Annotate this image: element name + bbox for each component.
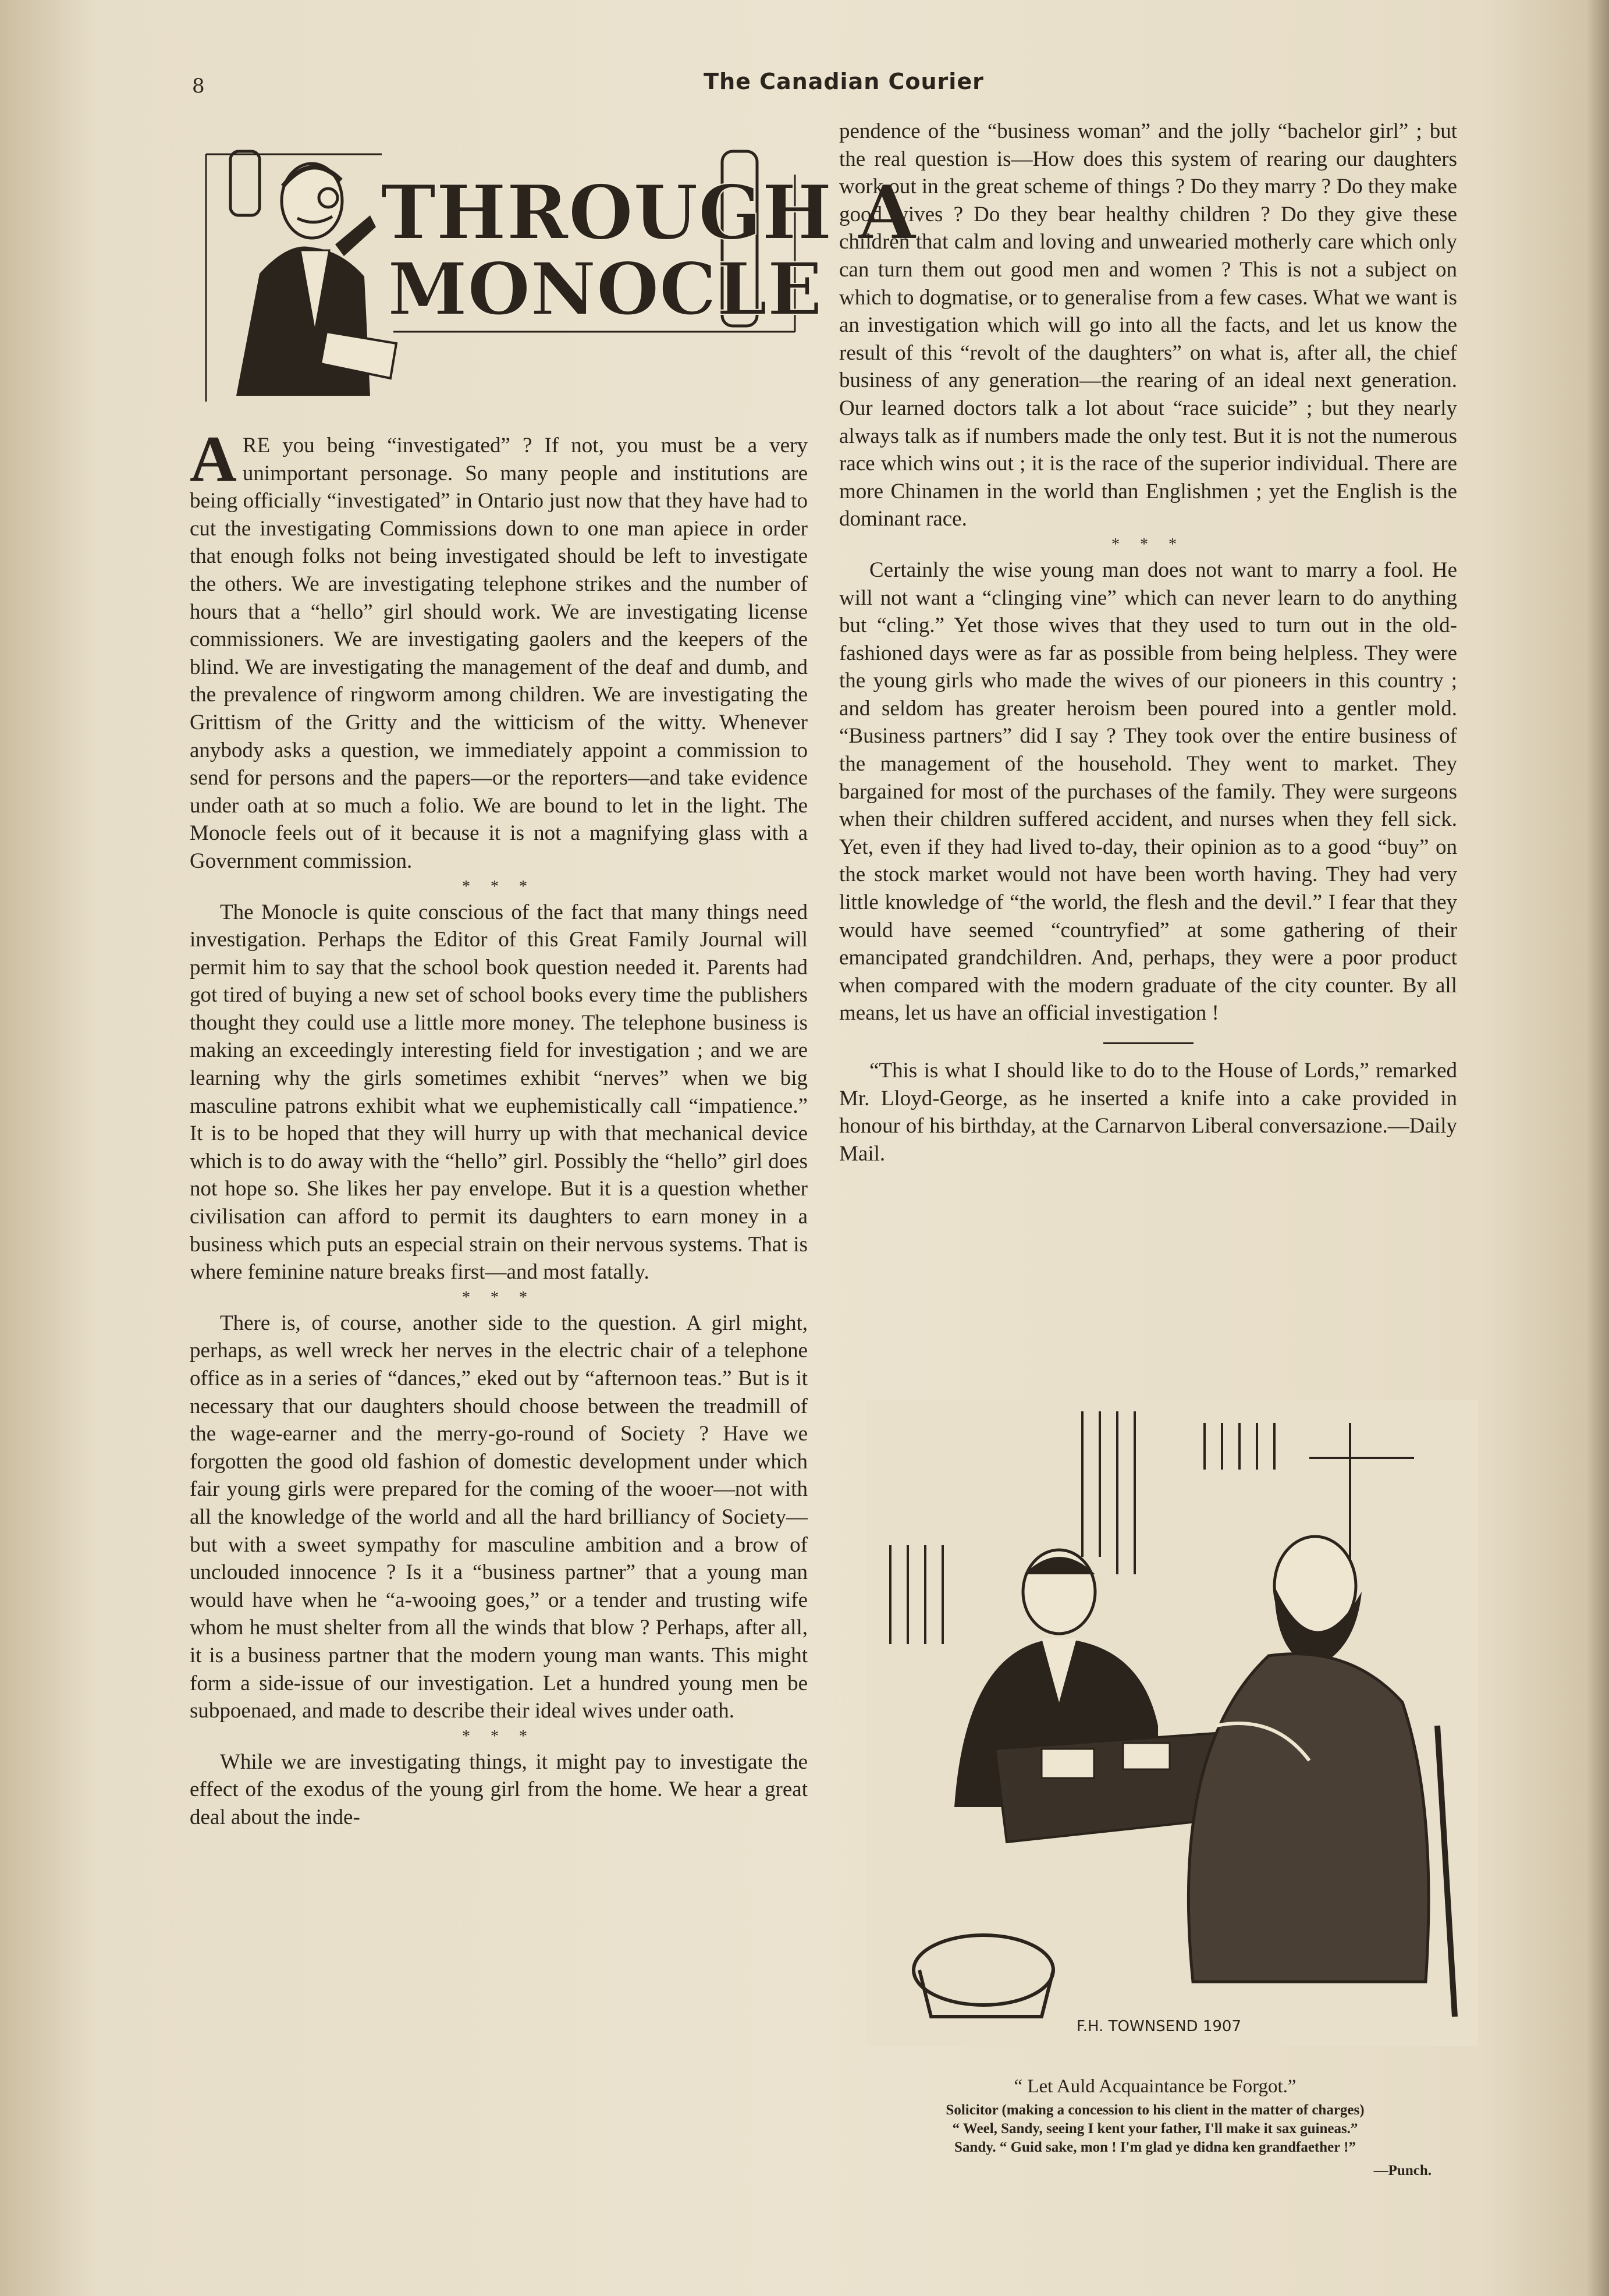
section-separator: * * * [462, 877, 535, 896]
article-paragraph-2: The Monocle is quite conscious of the fact that many things need investigation. Perhaps the Editor of this Great Family Journal will permit him to say that the school book question needed it. Parents had got tired of buying a new set of school books every time the publishers thought they could use a little more money. The telephone business is making an exceedingly interesting field for investigation ; and we are learning why the girls sometimes exhibit “nerves” when we big masculine patrons exhibit what we euphemistically call “impatience.” It is to be hoped that they will hurry up with that mechanical device which is to do away with the “hello” girl. Possibly the “hello” girl does not hope so. She likes her pay envelope. But it is a question whether civilisation can afford to permit its daughters to earn money in a business which puts an especial strain on their nervous systems. That is where feminine nature breaks first—and most fatally. [190, 900, 808, 1284]
article-paragraph-3: There is, of course, another side to the question. A girl might, perhaps, as well wreck her nerves in the electric chair of a telephone office as in a series of “dances,” eked out by “afternoon teas.” But is it necessary that our daughters should choose between the treadmill of the wage-earner and the merry-go-round of Society ? Have we forgotten the good old fashion of domestic development under which fair young girls were prepared for the coming of the wooer—not with all the knowledge of the world and all the hard brilliancy of Society—but with a sweet sympathy for masculine ambition and a brow of unclouded innocence ? Is it a “business partner” that a young man would have when he “a-wooing goes,” or a tender and trusting wife whom he must shelter from all the winds that blow ? Perhaps, after all, it is a business partner that the modern young man wants. This might form a side-issue of our investigation. Let a hundred young men be subpoenaed, and made to describe their ideal wives under oath. [190, 1311, 808, 1723]
cartoon-credit: —Punch. [1373, 2162, 1432, 2178]
page-edge-shadow [1586, 0, 1609, 2296]
section-separator: * * * [462, 1727, 535, 1745]
cartoon-title: “ Let Auld Acquaintance be Forgot.” [1014, 2076, 1297, 2097]
left-column [190, 423, 808, 1832]
article-paragraph-6: Certainly the wise young man does not want to marry a fool. He will not want a “clinging vine” which can never learn to do anything but “cling.” Yet those wives that they used to turn out in the old-fashioned days were as far as possible from being helpless. They were the young girls who made the wives of our pioneers in this country ; and seldom has greater heroism been poured into a gentler mold. “Business partners” did I say ? They took over the entire business of the management of the household. They went to market. They bargained for most of the purchases of the family. They were surgeons when their children suffered accident, and nurses when they fell sick. Yet, even if they had lived to-day, their opinion as to a good “buy” on the stock market would not have been worth having. They had very little knowledge of “the world, the flesh and the devil.” I fear that they would have seemed “countryfied” at some gathering of their emancipated grandchildren. And, perhaps, they were a poor product when compared with the modern graduate of the city counter. By all means, let us have an official investigation ! [839, 558, 1457, 1025]
article-paragraph-1: ARE you being “investigated” ? If not, you must be a very unimportant personage. So many people and institutions are being officially “investigated” in Ontario just now that they have had to cut the investigating Commissions down to one man apiece in order that enough folks not being investigated should be left to investigate the others. We are investigating telephone strikes and the number of hours that a “hello” girl should work. We are investigating license commissioners. We are investigating gaolers and the keepers of the blind. We are investigating the management of the deaf and dumb, and the prevalence of ringworm among children. We are investigating the Grittism of the Gritty and the witticism of the witty. Whenever anybody asks a question, we immediately appoint a commission to send for persons and the papers—or the reporters—and take evidence under oath at so much a folio. We are bound to let in the light. The Monocle feels out of it because it is not a magnifying glass with a Government commission. [190, 423, 808, 873]
cartoon-caption-line: Sandy. “ Guid sake, mon ! I'm glad ye didna ken grandfaether !” [954, 2139, 1356, 2155]
cartoon-caption-line: Solicitor (making a concession to his client in the matter of charges) [946, 2102, 1365, 2118]
quote-paragraph: “This is what I should like to do to the House of Lords,” remarked Mr. Lloyd-George, as he inserted a knife into a cake provided in honour of his birthday, at the Carnarvon Liberal conversazione.—Daily Mail. [839, 1059, 1457, 1166]
cartoon-caption [855, 2065, 1455, 2184]
drop-cap: A [190, 423, 237, 495]
article-paragraph-4: While we are investigating things, it might pay to investigate the effect of the exodus of the young girl from the home. We hear a great deal about the inde- [190, 1749, 808, 1829]
column-rule [1103, 1042, 1194, 1044]
section-separator: * * * [1111, 535, 1185, 553]
masthead-title-line2: MONOCLE [388, 247, 823, 332]
cartoon-caption-line: “ Weel, Sandy, seeing I kent your father, I'll make it sax guineas.” [952, 2120, 1358, 2137]
punch-cartoon-illustration [867, 1400, 1478, 2046]
artist-signature: F.H. TOWNSEND 1907 [1077, 2018, 1242, 2035]
running-title: The Canadian Courier [704, 69, 984, 94]
right-column [839, 118, 1457, 1167]
page-number: 8 [192, 74, 205, 98]
section-separator: * * * [462, 1288, 535, 1307]
column-masthead [196, 140, 916, 413]
masthead-title-line1: THROUGH A [381, 169, 916, 257]
article-paragraph-5: pendence of the “business woman” and the jolly “bachelor girl” ; but the real question is—How does this system of rearing our daughters work out in the great scheme of things ? Do they marry ? Do they make good wives ? Do they bear healthy children ? Do they give these children that calm and loving and unwearied motherly care which only can turn them out good men and women ? This is not a subject on which to dogmatise, or to generalise from a few cases. What we want is an investigation which will go into all the facts, and let us know the result of this “revolt of the daughters” on what is, after all, the chief business of any generation—the rearing of an ideal next generation. Our learned doctors talk a lot about “race suicide” ; but they nearly always talk as if numbers made the only test. But it is not the numerous race which wins out ; it is the race of the superior individual. There are more Chinamen in the world than Englishmen ; yet the English is the dominant race. [839, 119, 1457, 531]
